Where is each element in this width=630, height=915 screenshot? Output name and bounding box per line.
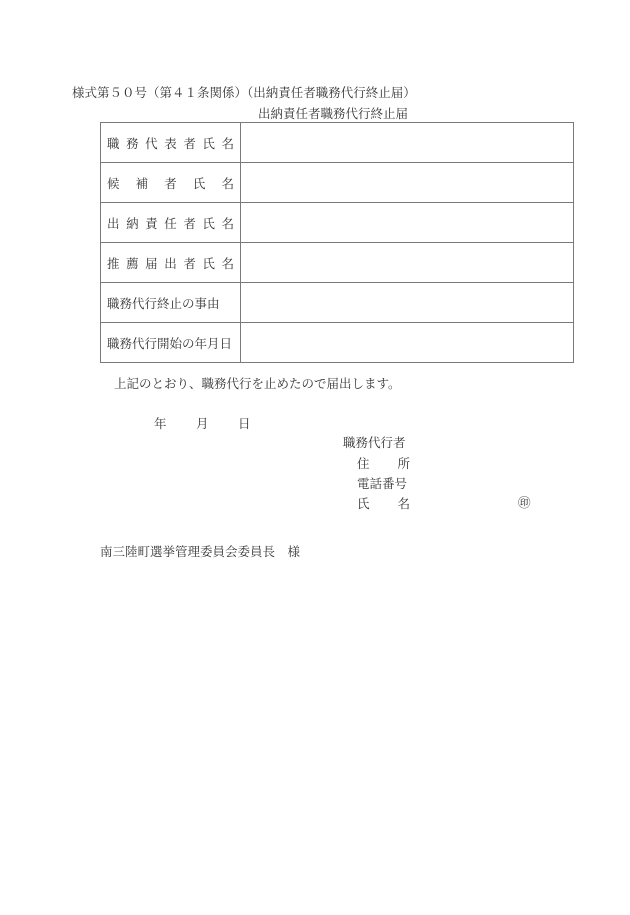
label-char: 名 xyxy=(221,255,234,271)
agent-phone-label: 電話番号 xyxy=(357,476,408,491)
label-char: 名 xyxy=(221,175,234,191)
label-char: 納 xyxy=(126,215,139,231)
agent-name-label xyxy=(357,494,410,512)
table-row-nominator xyxy=(101,243,574,283)
date-year: 年 xyxy=(154,416,167,431)
agent-address-label xyxy=(357,454,410,472)
label-char: 名 xyxy=(397,496,410,511)
label-char: 氏 xyxy=(192,175,206,191)
table-row-candidate xyxy=(101,163,574,203)
date-month: 月 xyxy=(196,416,209,431)
table-row-acting-representative xyxy=(101,123,574,163)
field-acting-representative-name[interactable] xyxy=(241,123,574,163)
form-identifier: 様式第５０号（第４１条関係）（出納責任者職務代行終止届） xyxy=(72,85,416,100)
label-char: 氏 xyxy=(357,496,370,511)
seal-mark-icon: ㊞ xyxy=(518,495,531,510)
label-char: 任 xyxy=(164,215,177,231)
label-char: 名 xyxy=(221,135,234,151)
label-char: 者 xyxy=(183,255,196,271)
label-char: 氏 xyxy=(202,215,215,231)
field-candidate-name[interactable] xyxy=(241,163,574,203)
label-char: 表 xyxy=(164,135,177,151)
label-char: 届 xyxy=(145,255,158,271)
submission-date xyxy=(154,414,251,432)
document-title: 出納責任者職務代行終止届 xyxy=(258,106,409,121)
field-termination-reason[interactable] xyxy=(241,283,574,323)
label-char: 者 xyxy=(164,175,177,191)
field-acting-start-date[interactable] xyxy=(241,323,574,363)
label-char: 責 xyxy=(145,215,158,231)
label-char: 者 xyxy=(183,135,196,151)
table-row-termination-reason xyxy=(101,283,574,323)
label-char: 者 xyxy=(183,215,196,231)
label-char: 所 xyxy=(397,456,410,471)
notification-form-table xyxy=(100,122,574,363)
label-char: 出 xyxy=(107,215,120,231)
label-char: 補 xyxy=(135,175,149,191)
label-treasurer-name xyxy=(101,203,241,243)
label-char: 職 xyxy=(107,135,120,151)
label-nominator-name xyxy=(101,243,241,283)
acting-agent-heading: 職務代行者 xyxy=(343,435,406,450)
label-char: 名 xyxy=(221,215,234,231)
addressee: 南三陸町選挙管理委員会委員長 様 xyxy=(100,544,301,559)
date-day: 日 xyxy=(238,416,251,431)
field-nominator-name[interactable] xyxy=(241,243,574,283)
label-acting-representative-name xyxy=(101,123,241,163)
label-acting-start-date: 職務代行開始の年月日 xyxy=(101,323,241,363)
label-char: 推 xyxy=(107,255,120,271)
table-row-start-date xyxy=(101,323,574,363)
label-candidate-name xyxy=(101,163,241,203)
label-char: 薦 xyxy=(126,255,139,271)
label-char: 候 xyxy=(107,175,120,191)
label-char: 氏 xyxy=(202,135,215,151)
label-char: 代 xyxy=(145,135,158,151)
field-treasurer-name[interactable] xyxy=(241,203,574,243)
table-row-treasurer xyxy=(101,203,574,243)
declaration-statement: 上記のとおり、職務代行を止めたので届出します。 xyxy=(114,376,401,391)
label-char: 住 xyxy=(357,456,370,471)
label-char: 氏 xyxy=(202,255,215,271)
label-char: 出 xyxy=(164,255,177,271)
label-char: 務 xyxy=(126,135,139,151)
label-termination-reason: 職務代行終止の事由 xyxy=(101,283,241,323)
